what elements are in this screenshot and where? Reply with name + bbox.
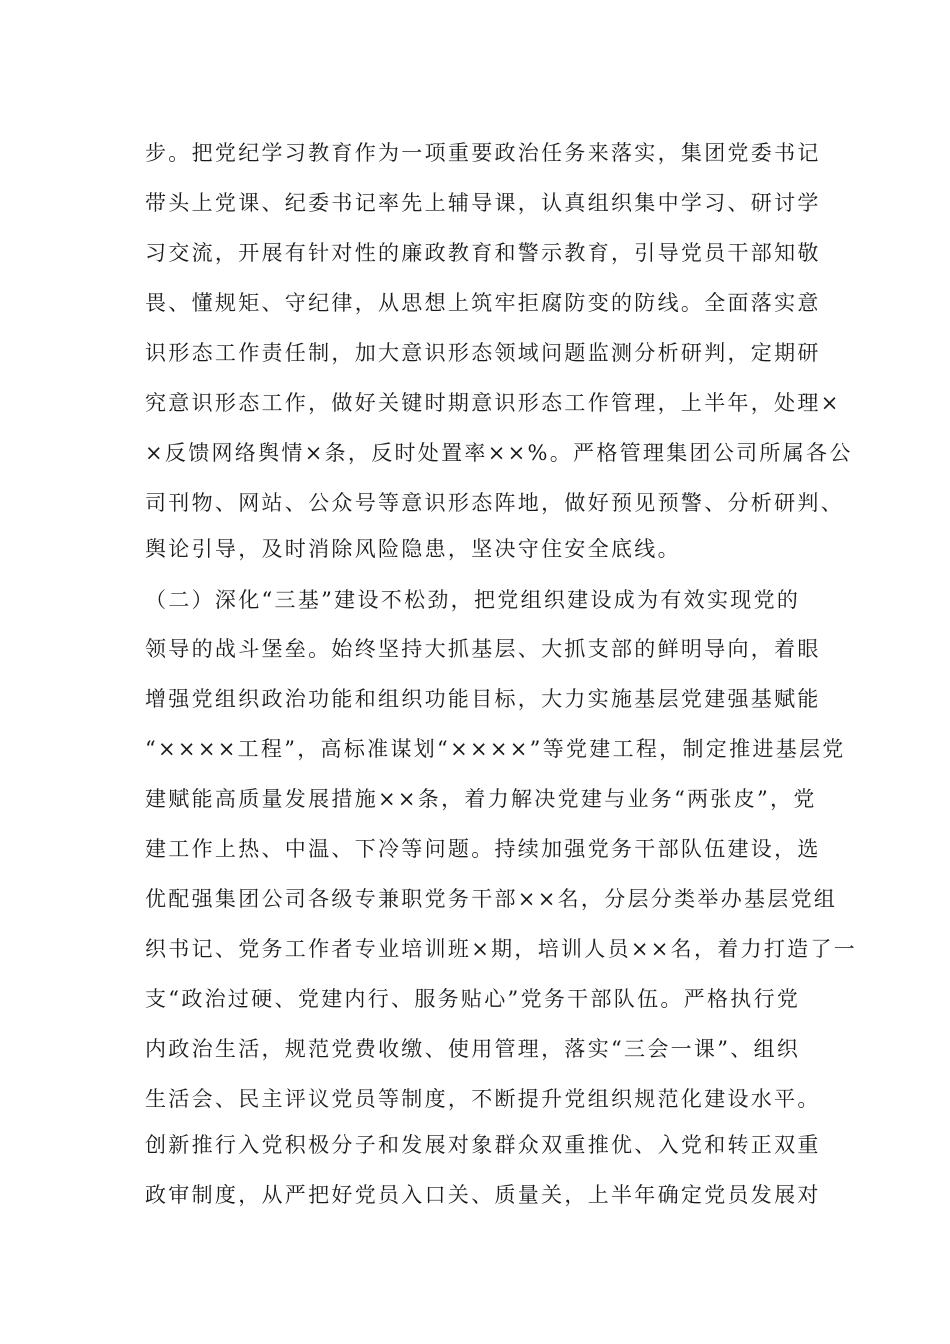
text-line: 畏、懂规矩、守纪律，从思想上筑牢拒腐防变的防线。全面落实意: [145, 291, 821, 315]
text-line: 增强党组织政治功能和组织功能目标，大力实施基层党建强基赋能: [145, 687, 821, 711]
text-line: 舆论引导，及时消除风险隐患，坚决守住安全底线。: [145, 537, 681, 561]
text-line: 识形态工作责任制，加大意识形态领域问题监测分析研判，定期研: [145, 341, 821, 365]
text-line: “××××工程”，高标准谋划“××××”等党建工程，制定推进基层党: [145, 737, 846, 761]
section-heading-line: （二）深化“三基”建设不松劲，把党组织建设成为有效实现党的: [145, 588, 801, 612]
text-line: 习交流，开展有针对性的廉政教育和警示教育，引导党员干部知敬: [145, 241, 821, 265]
text-line: 政审制度，从严把好党员入口关、质量关，上半年确定党员发展对: [145, 1183, 821, 1207]
text-line: 步。把党纪学习教育作为一项重要政治任务来落实，集团党委书记: [145, 141, 821, 165]
text-line: ×反馈网络舆情×条，反时处置率××%。严格管理集团公司所属各公: [145, 441, 853, 465]
text-line: 内政治生活，规范党费收缴、使用管理，落实“三会一课”、组织: [145, 1037, 801, 1061]
text-line: 创新推行入党积极分子和发展对象群众双重推优、入党和转正双重: [145, 1133, 821, 1157]
text-line: 领导的战斗堡垒。始终坚持大抓基层、大抓支部的鲜明导向，着眼: [145, 637, 821, 661]
text-line: 带头上党课、纪委书记率先上辅导课，认真组织集中学习、研讨学: [145, 191, 821, 215]
text-line: 建工作上热、中温、下冷等问题。持续加强党务干部队伍建设，选: [145, 837, 821, 861]
text-line: 司刊物、网站、公众号等意识形态阵地，做好预见预警、分析研判、: [145, 491, 844, 515]
text-line: 优配强集团公司各级专兼职党务干部××名，分层分类举办基层党组: [145, 887, 838, 911]
text-line: 织书记、党务工作者专业培训班×期，培训人员××名，着力打造了一: [145, 937, 858, 961]
text-line: 究意识形态工作，做好关键时期意识形态工作管理，上半年，处理×: [145, 391, 841, 415]
text-line: 生活会、民主评议党员等制度，不断提升党组织规范化建设水平。: [145, 1087, 821, 1111]
text-line: 建赋能高质量发展措施××条，着力解决党建与业务“两张皮”，党: [145, 787, 817, 811]
text-line: 支“政治过硬、党建内行、服务贴心”党务干部队伍。严格执行党: [145, 987, 801, 1011]
